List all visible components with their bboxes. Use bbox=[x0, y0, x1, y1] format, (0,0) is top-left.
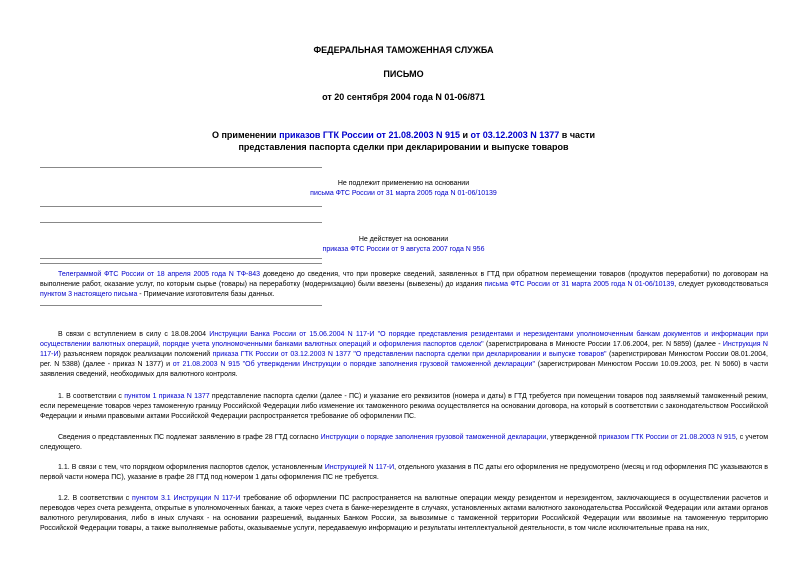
link-instruction-117i-3-1[interactable]: пунктом 3.1 Инструкции N 117-И bbox=[132, 495, 241, 502]
notice-inactive: Не действует на основании bbox=[358, 236, 449, 243]
divider bbox=[40, 258, 322, 259]
divider bbox=[40, 263, 322, 264]
link-order-915-short[interactable]: приказом ГТК России от 21.08.2003 N 915 bbox=[598, 434, 736, 441]
divider bbox=[40, 305, 322, 306]
paragraph-text: 1.1. В связи с тем, что порядком оформления паспортов сделок, установленным bbox=[58, 464, 325, 471]
notice-inactive-link[interactable]: приказа ФТС России от 9 августа 2007 года N 956 bbox=[322, 246, 485, 253]
editor-note-text: доведено до сведения, что при проверке сведений, заявленных в ГТД при обратном перемещении товаров (продуктов переработки) по договорам на выполнение работ, оказание услуг, по которым сырье (товары) на переработку (модернизацию) были ввезены (вывезены) до издания bbox=[40, 271, 769, 288]
paragraph-text: , с учетом следующего. bbox=[40, 434, 769, 451]
paragraph-clause-1-2 bbox=[40, 494, 768, 534]
paragraph-clause-1 bbox=[40, 392, 768, 422]
paragraph-clause-1-1 bbox=[40, 463, 768, 483]
link-order-1377[interactable]: приказа ГТК России от 03.12.2003 N 1377 "О представлении паспорта сделки при декларировании и выпуске товаров" bbox=[212, 351, 607, 358]
title-mid: и bbox=[460, 130, 471, 140]
paragraph-text: требование об оформлении ПС распространяется на валютные операции между резидентом и нерезидентом, заключающиеся в осуществлении расчетов и переводов через счета резидента, открытые в уполномоченных банках, а также через счета в банке-нерезиденте в случаях, установленных актами валютного законодательства Российской Федерации или актами органов валютного регулирования, либо в иных случаях - на основании разрешений, выданных Банком России, за вывозимые с таможенной территории Российской Федерации или ввозимые на таможенную территорию Российской Федерации товары, а также выполняемые работы, оказываемые услуги, передаваемую информацию и результаты интеллектуальной деятельности, в том числе исключительные права на них, bbox=[40, 495, 768, 532]
editor-note-link-clause3[interactable]: пунктом 3 настоящего письма bbox=[40, 291, 138, 298]
editor-note bbox=[40, 270, 768, 300]
paragraph-text: В связи с вступлением в силу с 18.08.2004 bbox=[58, 331, 210, 338]
title-link-order-915[interactable]: приказов ГТК России от 21.08.2003 N 915 bbox=[279, 130, 460, 140]
paragraph-text: Сведения о представленных ПС подлежат заявлению в графе 28 ГТД согласно bbox=[58, 434, 321, 441]
editor-note-link-letter[interactable]: письма ФТС России от 31 марта 2005 года N 01-06/10139 bbox=[484, 281, 675, 288]
paragraph-text: 1.2. В соответствии с bbox=[58, 495, 133, 502]
title-link-order-1377[interactable]: от 03.12.2003 N 1377 bbox=[470, 130, 560, 140]
link-instruction-117i-1-1[interactable]: Инструкцией N 117-И bbox=[324, 464, 395, 471]
link-instruction-117i-short[interactable]: Инструкция N 117-И bbox=[40, 341, 768, 358]
title-suffix: в части bbox=[559, 130, 596, 140]
document-title-line2: представления паспорта сделки при декларировании и выпуске товаров bbox=[238, 142, 569, 152]
paragraph-text: (зарегистрирован Минюстом России 08.01.2004, рег. N 5388) (далее - приказ N 1377) и bbox=[40, 351, 768, 368]
divider bbox=[40, 167, 322, 168]
document-title-line1 bbox=[0, 130, 807, 140]
paragraph-text: , утвержденной bbox=[546, 434, 599, 441]
title-prefix: О применении bbox=[211, 130, 280, 140]
divider bbox=[40, 222, 322, 223]
link-gtd-instruction[interactable]: Инструкции о порядке заполнения грузовой таможенной декларации bbox=[320, 434, 547, 441]
paragraph-box-28 bbox=[40, 433, 768, 453]
paragraph-text: , отдельного указания в ПС даты его оформления не предусмотрено (месяц и год оформления ПС указываются в первой части номера ПС), указание в графе 28 ГТД под номером 1 даты оформления ПС не требуется. bbox=[40, 464, 768, 481]
notice-not-applicable-link[interactable]: письма ФТС России от 31 марта 2005 года N 01-06/10139 bbox=[310, 190, 497, 197]
paragraph-text: (зарегистрирована в Минюсте России 17.06.2004, рег. N 5859) (далее - bbox=[483, 341, 723, 348]
document-date-number: от 20 сентября 2004 года N 01-06/871 bbox=[322, 92, 485, 102]
paragraph-intro bbox=[40, 330, 768, 380]
editor-note-text: , следует руководствоваться bbox=[674, 281, 769, 288]
divider bbox=[40, 206, 322, 207]
editor-note-link-telegram[interactable]: Телеграммой ФТС России от 18 апреля 2005 года N ТФ-843 bbox=[58, 271, 261, 278]
paragraph-text: представление паспорта сделки (далее - ПС) и указание его реквизитов (номера и даты) в ГТД требуется при помещении товаров под заявляемый таможенный режим, если перемещение товаров через таможенную границу Российской Федерации либо изменение их таможенного режима осуществляется на основании договора, на который в соответствии с законодательством Российской Федерации и иными правовыми актами Российской Федерации распространяется требование об оформлении ПС. bbox=[40, 393, 768, 420]
paragraph-text: (зарегистрирован Минюстом России 10.09.2003, рег. N 5060) в части заявления сведений, необходимых для валютного контроля. bbox=[40, 361, 768, 378]
link-order-1377-clause1[interactable]: пунктом 1 приказа N 1377 bbox=[124, 393, 210, 400]
paragraph-text: ) разъясняем порядок реализации положений bbox=[58, 351, 213, 358]
document-type: ПИСЬМО bbox=[383, 69, 424, 79]
paragraph-text: 1. В соответствии с bbox=[58, 393, 125, 400]
link-order-915[interactable]: от 21.08.2003 N 915 "Об утверждении Инструкции о порядке заполнения грузовой таможенной декларации" bbox=[172, 361, 535, 368]
link-instruction-117i[interactable]: Инструкции Банка России от 15.06.2004 N 117-И "О порядке представления резидентами и нерезидентами уполномоченным банкам документов и информации при осуществлении валютных операций, порядке учета уполномоченными банками валютных операций и оформления паспортов сделок" bbox=[40, 331, 768, 348]
agency-name: ФЕДЕРАЛЬНАЯ ТАМОЖЕННАЯ СЛУЖБА bbox=[313, 45, 494, 55]
notice-not-applicable: Не подлежит применению на основании bbox=[337, 180, 470, 187]
editor-note-text: - Примечание изготовителя базы данных. bbox=[137, 291, 275, 298]
